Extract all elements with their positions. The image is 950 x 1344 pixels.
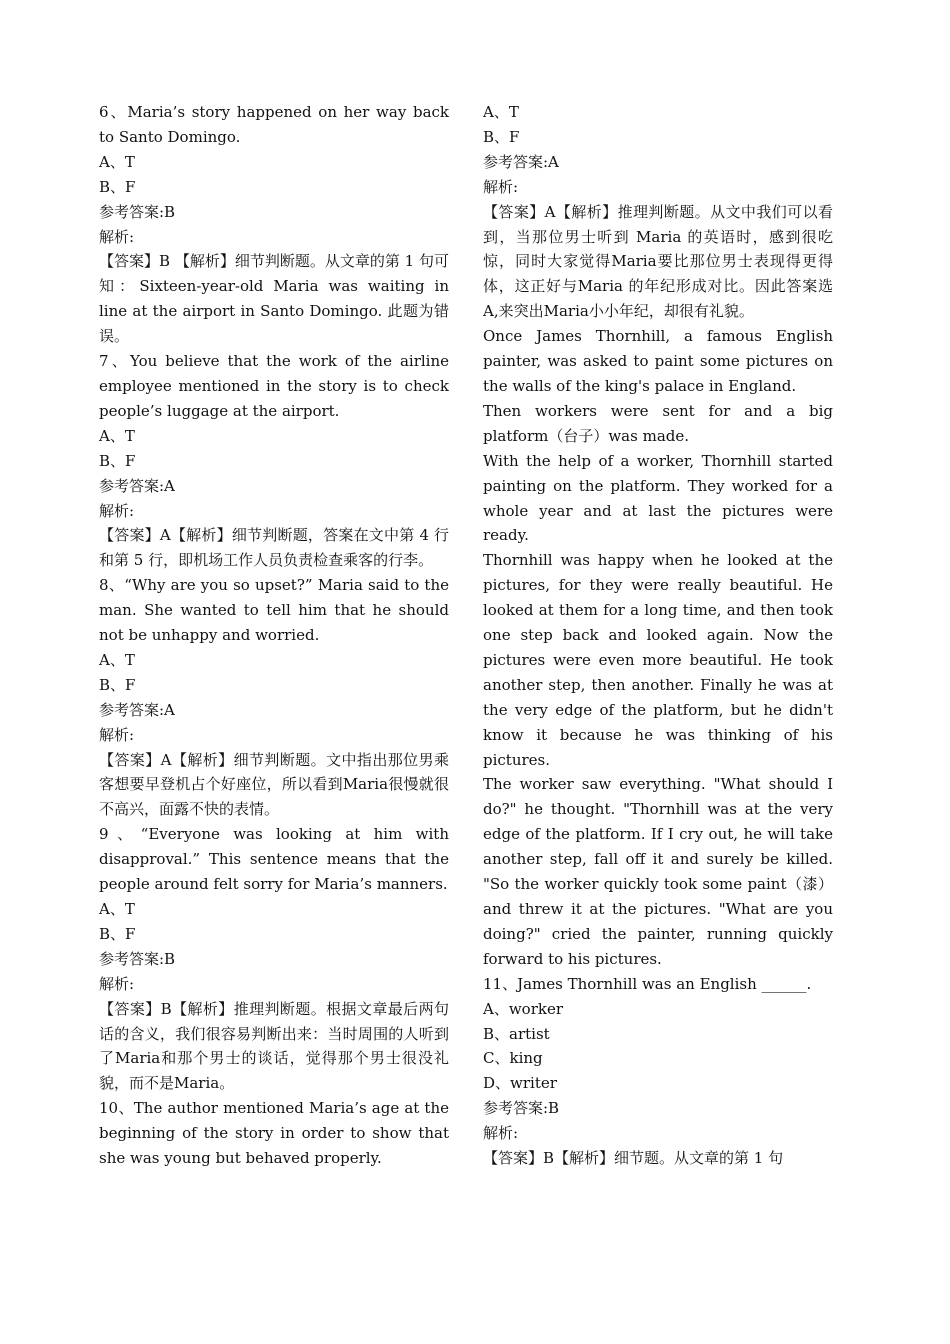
answer-option: B、F (99, 177, 136, 196)
answer-option: D、writer (483, 1074, 557, 1093)
reference-answer: 参考答案:B (99, 202, 176, 221)
analysis-text: 【答案】B【解析】细节题。从文章的第 1 句 (483, 1149, 784, 1168)
answer-option: A、T (483, 103, 519, 121)
passage-paragraph: Then workers were sent for and a big platform（台子）was made. (483, 401, 833, 445)
passage-paragraph: Once James Thornhill, a famous English painter, was asked to paint some pictures on the walls of the king's palace in England. (483, 327, 833, 395)
answer-option: A、worker (483, 999, 564, 1018)
question-text: 9、“Everyone was looking at him with disapproval.” This sentence means that the people around felt sorry for Maria’s manners. (99, 825, 449, 894)
question-text: 8、“Why are you so upset?” Maria said to the man. She wanted to tell him that he should not be unhappy and worried. (99, 576, 449, 645)
analysis-label: 解析: (99, 501, 135, 520)
answer-option: A、T (99, 426, 135, 445)
reference-answer: 参考答案:B (483, 1099, 560, 1118)
analysis-label: 解析: (483, 177, 519, 196)
reference-answer: 参考答案:A (99, 476, 175, 495)
answer-option: B、F (99, 451, 136, 470)
question-text: 10、The author mentioned Maria’s age at the beginning of the story in order to show that she was young but behaved properly. (99, 1099, 449, 1168)
right-column (483, 100, 833, 1171)
answer-option: B、F (99, 675, 136, 694)
answer-option: C、king (483, 1049, 543, 1068)
analysis-label: 解析: (483, 1124, 519, 1143)
analysis-text: 【答案】A【解析】推理判断题。从文中我们可以看到，当那位男士听到 Maria 的英语时，感到很吃惊，同时大家觉得Maria要比那位男士表现得更得体，这正好与Maria 的年纪形成对比。因此答案选A,来突出Maria小小年纪，却很有礼貌。 (483, 202, 833, 321)
answer-option: B、F (483, 127, 520, 146)
analysis-text: 【答案】B【解析】推理判断题。根据文章最后两句话的含义，我们很容易判断出来：当时周围的人听到了Maria和那个男士的谈话，觉得那个男士很没礼貌，而不是Maria。 (99, 999, 449, 1093)
answer-option: A、T (99, 650, 135, 669)
analysis-text: 【答案】A【解析】细节判断题，答案在文中第 4 行和第 5 行，即机场工作人员负责检查乘客的行李。 (99, 526, 449, 570)
answer-option: B、artist (483, 1024, 550, 1043)
answer-option: A、T (99, 152, 135, 171)
left-column (99, 100, 449, 1171)
analysis-text: 【答案】B 【解析】细节判断题。从文章的第 1 句可知：Sixteen-year-old Maria was waiting in line at the airport in Santo Domingo. 此题为错误。 (99, 252, 449, 346)
question-text: 11、James Thornhill was an English ______. (483, 974, 812, 993)
reference-answer: 参考答案:A (483, 152, 559, 171)
passage-paragraph: Thornhill was happy when he looked at the pictures, for they were really beautiful. He looked at them for a long time, and then took one step back and looked again. Now the pictures were even more beautiful. He took another step, then another. Finally he was at the very edge of the platform, but he didn't know it because he was thinking of his pictures. (483, 551, 833, 769)
reference-answer: 参考答案:A (99, 700, 175, 719)
question-text: 7、You believe that the work of the airline employee mentioned in the story is to check people’s luggage at the airport. (99, 352, 449, 420)
analysis-label: 解析: (99, 725, 135, 744)
analysis-label: 解析: (99, 974, 135, 993)
analysis-text: 【答案】A【解析】细节判断题。文中指出那位男乘客想要早登机占个好座位，所以看到Maria很慢就很不高兴，面露不快的表情。 (99, 750, 449, 819)
answer-option: B、F (99, 924, 136, 943)
question-text: 6、Maria’s story happened on her way back to Santo Domingo. (99, 103, 449, 146)
passage-paragraph: The worker saw everything. "What should I do?" he thought. "Thornhill was at the very edge of the platform. If I cry out, he will take another step, fall off it and surely be killed. "So the worker quickly took some paint（漆）and threw it at the pictures. "What are you doing?" cried the painter, running quickly forward to his pictures. (483, 775, 833, 968)
reference-answer: 参考答案:B (99, 949, 176, 968)
analysis-label: 解析: (99, 227, 135, 246)
answer-option: A、T (99, 900, 135, 918)
passage-paragraph: With the help of a worker, Thornhill started painting on the platform. They worked for a whole year and at last the pictures were ready. (483, 451, 833, 545)
